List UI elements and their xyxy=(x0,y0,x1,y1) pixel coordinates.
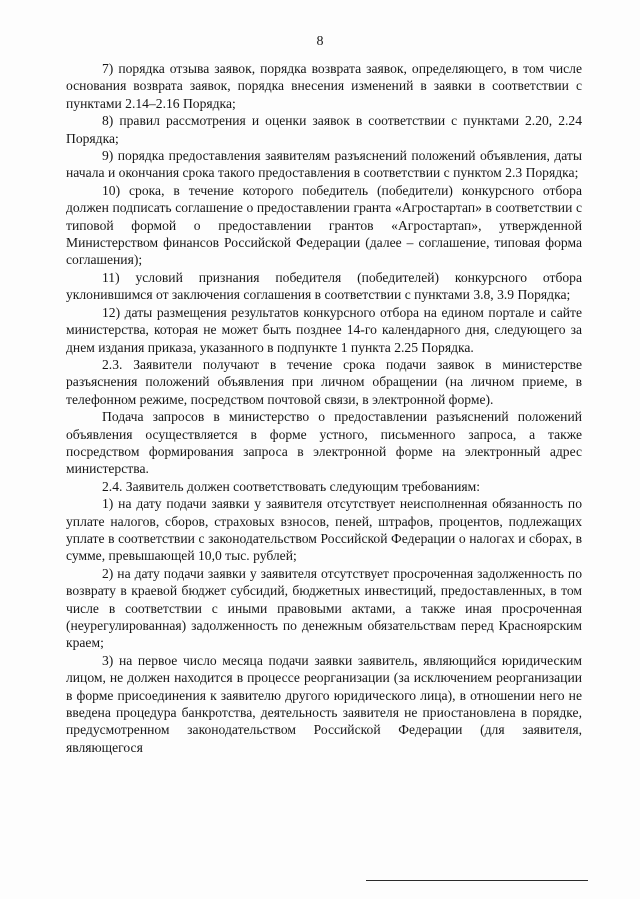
document-body xyxy=(66,60,582,756)
paragraph-item-11: 11) условий признания победителя (победителей) конкурсного отбора уклонившимся от заключения соглашения в соответствии с пунктами 3.8, 3.9 Порядка; xyxy=(66,269,582,303)
paragraph-requirement-3: 3) на первое число месяца подачи заявки заявитель, являющийся юридическим лицом, не должен находится в процессе реорганизации (за исключением реорганизации в форме присоединения к заявителю другого юридического лица), в отношении него не введена процедура банкротства, деятельность заявителя не приостановлена в порядке, предусмотренном законодательством Российской Федерации (для заявителя, являющегося xyxy=(66,652,582,755)
paragraph-section-2-4: 2.4. Заявитель должен соответствовать следующим требованиям: xyxy=(102,478,480,494)
paragraph-requests: Подача запросов в министерство о предоставлении разъяснений положений объявления осуществляется в форме устного, письменного запроса, а также посредством формирования запроса в электронной форме на электронный адрес министерства. xyxy=(66,409,582,477)
paragraph-requirement-1: 1) на дату подачи заявки у заявителя отсутствует неисполненная обязанность по уплате налогов, сборов, страховых взносов, пеней, штрафов, процентов, подлежащих уплате в соответствии с законодательством Российской Федерации о налогах и сборах, в сумме, превышающей 10,0 тыс. рублей; xyxy=(66,496,582,564)
paragraph-requirement-2: 2) на дату подачи заявки у заявителя отсутствует просроченная задолженность по возврату в краевой бюджет субсидий, бюджетных инвестиций, предоставленных, в том числе в соответствии с иными правовыми актами, а также иная просроченная (неурегулированная) задолженность по денежным обязательствам перед Красноярским краем; xyxy=(66,565,582,651)
page-number: 8 xyxy=(316,34,324,49)
paragraph-item-7: 7) порядка отзыва заявок, порядка возврата заявок, определяющего, в том числе основания возврата заявок, порядка внесения изменений в заявки в соответствии с пунктами 2.14–2.16 Порядка; xyxy=(66,61,582,111)
paragraph-item-8: 8) правил рассмотрения и оценки заявок в соответствии с пунктами 2.20, 2.24 Порядка; xyxy=(66,113,582,146)
paragraph-item-9: 9) порядка предоставления заявителям разъяснений положений объявления, даты начала и окончания срока такого предоставления в соответствии с пунктом 2.3 Порядка; xyxy=(66,148,582,181)
paragraph-item-10: 10) срока, в течение которого победитель (победители) конкурсного отбора должен подписать соглашение о предоставлении гранта «Агростартап» в соответствии с типовой формой о предоставлении грантов «Агростартап», утвержденной Министерством финансов Российской Федерации (далее – соглашение, типовая форма соглашения); xyxy=(66,182,582,268)
paragraph-section-2-3: 2.3. Заявители получают в течение срока подачи заявок в министерстве разъяснения положений объявления при личном обращении (на личном приеме, в телефонном режиме, посредством почтовой связи, в электронной форме). xyxy=(66,356,582,407)
paragraph-item-12: 12) даты размещения результатов конкурсного отбора на едином портале и сайте министерства, которая не может быть позднее 14-го календарного дня, следующего за днем издания приказа, указанного в подпункте 1 пункта 2.25 Порядка. xyxy=(66,304,582,355)
footer-divider-line xyxy=(366,880,588,881)
